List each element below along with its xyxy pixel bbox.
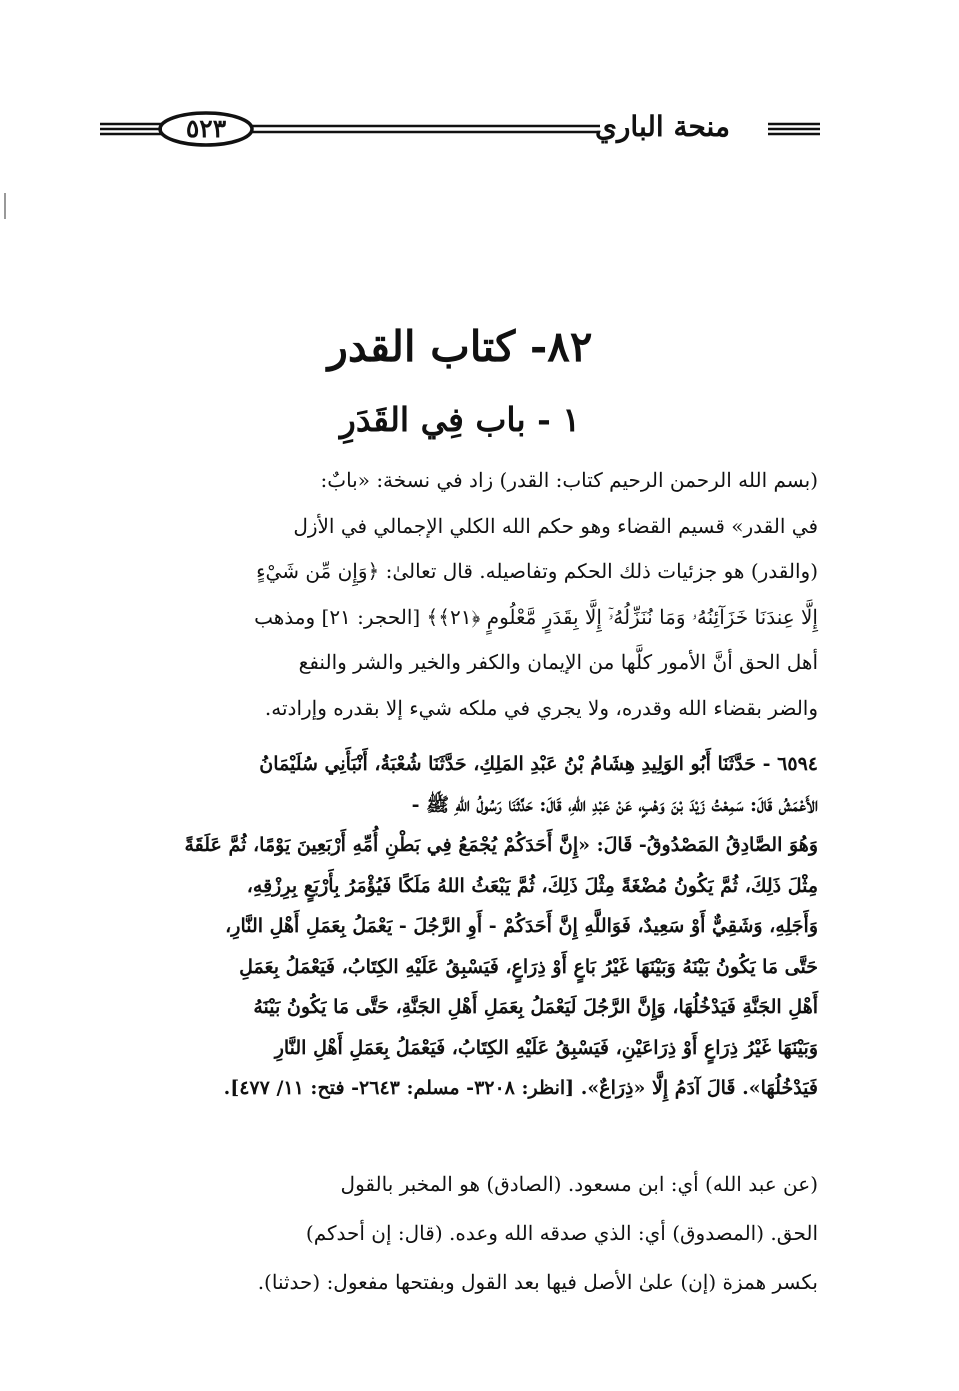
hadith-line: مِثْلَ ذَلِكَ، ثُمَّ يَكُونُ مُضْغَةً مِثْلَ ذَلِكَ، ثُمَّ يَبْعَثُ اللهُ مَلَكًا فَيُؤْمَرُ بِأَرْبَعٍ بِرِزْقِهِ، — [246, 874, 818, 897]
book-title: منحة الباري — [594, 110, 730, 143]
explanation-line: بكسر همزة (إن) علىٰ الأصل فيها بعد القول وبفتحها مفعول: (حدثنا). — [257, 1270, 818, 1294]
commentary-line: (والقدر) هو جزئيات ذلك الحكم وتفاصيله. قال تعالىٰ: ﴿وَإِن مِّن شَيْءٍ — [256, 559, 818, 583]
hadith-line: وَبَيْنَهَا غَيْرُ ذِرَاعٍ أَوْ ذِرَاعَيْنِ، فَيَسْبِقُ عَلَيْهِ الكِتَابُ، فَيَعْمَلُ بِعَمَلِ أَهْلِ النَّارِ — [274, 1036, 818, 1059]
hadith-line: فَيَدْخُلُهَا». قَالَ آدَمُ إِلَّا «ذِرَاعٌ». [انظر: ٣٢٠٨- مسلم: ٢٦٤٣- فتح: ١١/ ٤٧٧]. — [223, 1077, 818, 1099]
page-number: ٥٢٣ — [185, 114, 227, 143]
commentary-line: (بسم الله الرحمن الرحيم كتاب: القدر) زاد في نسخة: «بابٌ: — [320, 468, 818, 492]
hadith-line: أَهْلِ الجَنَّةِ فَيَدْخُلُهَا، وَإِنَّ الرَّجُلَ لَيَعْمَلُ بِعَمَلِ أَهْلِ الجَنَّةِ، حَتَّى مَا يَكُونُ بَيْنَهُ — [253, 996, 818, 1018]
book-heading: ٨٢- كتاب القدر — [327, 322, 593, 371]
hadith-text — [100, 744, 818, 1109]
explanation-line: الحق. (المصدوق) أي: الذي صدقه الله وعده. (قال: إن أحدكم) — [305, 1221, 818, 1245]
commentary-line: في القدر» قسيم القضاء وهو حكم الله الكلي الإجمالي في الأزل — [293, 513, 818, 538]
hadith-line: الأَعْمَشُ قَالَ: سَمِعْتُ زَيْدَ بْنَ وَهْبٍ، عَنْ عَبْدِ اللهِ، قَالَ: حَدَّثَنَا رَسُولُ اللهِ ﷺ - — [411, 793, 818, 816]
commentary-line: أهل الحق أنَّ الأمور كلَّها من الإيمان والكفر والخير والشر والنفع — [298, 650, 818, 674]
running-header — [100, 104, 820, 154]
chapter-heading: ١ - باب فِي القَدَرِ — [339, 400, 581, 439]
hadith-line: ٦٥٩٤ - حَدَّثَنَا أَبُو الوَلِيدِ هِشَامُ بْنُ عَبْدِ المَلِكِ، حَدَّثَنَا شُعْبَةُ، أَنْبَأَنِي سُلَيْمَانُ — [259, 753, 818, 775]
commentary-line: والضر بقضاء الله وقدره، ولا يجري في ملكه شيء إلا بقدره وإرادته. — [264, 695, 818, 720]
commentary-line: إِلَّا عِندَنَا خَزَآئِنُهُۥ وَمَا نُنَزِّلُهُۥٓ إِلَّا بِقَدَرٍ مَّعْلُومٍ ﴿٢١﴾﴾ [الحجر: ٢١] ومذهب — [254, 604, 818, 629]
hadith-line: وَهُوَ الصَّادِقُ المَصْدُوقُ- قَالَ: «إِنَّ أَحَدَكُمْ يُجْمَعُ فِي بَطْنِ أُمِّهِ أَرْبَعِينَ يَوْمًا، ثُمَّ عَلَقَةً — [184, 834, 818, 856]
hadith-line: حَتَّى مَا يَكُونُ بَيْنَهُ وَبَيْنَهَا غَيْرُ بَاعٍ أَوْ ذِرَاعٍ، فَيَسْبِقُ عَلَيْهِ الكِتَابُ، فَيَعْمَلُ بِعَمَلِ — [239, 955, 818, 978]
explanation-paragraph — [100, 1160, 818, 1307]
scan-margin-mark — [4, 193, 6, 219]
commentary-paragraph — [100, 458, 818, 731]
hadith-line: وَأَجَلِهِ، وَشَقِيٌّ أَوْ سَعِيدٌ، فَوَاللَّهِ إِنَّ أَحَدَكُمْ - أَوِ الرَّجُلَ - يَعْمَلُ بِعَمَلِ أَهْلِ النَّارِ، — [225, 915, 818, 937]
explanation-line: (عن عبد الله) أي: ابن مسعود. (الصادق) هو المخبر بالقول — [340, 1172, 818, 1196]
